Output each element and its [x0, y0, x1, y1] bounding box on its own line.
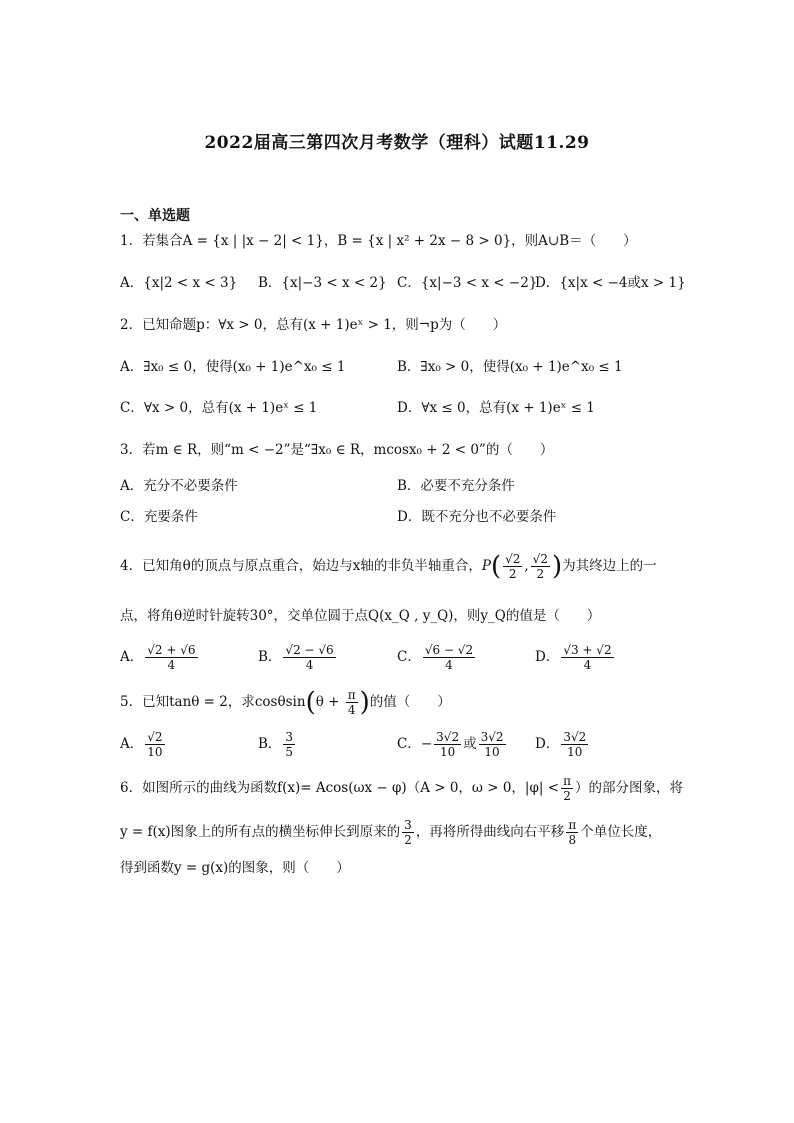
q1-option-a: A．{x|2 < x < 3}	[120, 275, 238, 291]
question-3-stem: 3．若m ∈ R，则“m < −2”是“∃x₀ ∈ R，mcosx₀ + 2 < 0”的（ ）	[120, 442, 554, 458]
q4-stem-part1: 4．已知角θ的顶点与原点重合，始边与x轴的非负半轴重合，	[120, 558, 482, 574]
q4-option-c: C． $\frac{√6 - √2}{4}$	[397, 643, 474, 672]
q3-option-c: C．充要条件	[120, 509, 198, 525]
q4-option-a: A． $\frac{√2 + √6}{4}$	[120, 643, 196, 672]
q4-option-b: B． $\frac{√2 - √6}{4}$	[258, 643, 334, 672]
q2-option-b: B．∃x₀ > 0，使得(x₀ + 1)e^x₀ ≤ 1	[397, 359, 623, 375]
q4-option-d: D． $\frac{√3 + √2}{4}$	[535, 643, 612, 672]
question-6-stem-line2: y = f(x)图象上的所有点的横坐标伸长到原来的 $\frac{3}{2}$ ，再将所得曲线向右平移 $\frac{\pi}{8}$ 个单位长度，	[120, 818, 662, 847]
q1-option-c: C．{x|−3 < x < −2}	[397, 275, 538, 291]
section-heading: 一、单选题	[120, 208, 190, 224]
q3-option-b: B．必要不充分条件	[397, 478, 515, 494]
question-1-stem: 1．若集合A = {x | |x − 2| < 1}，B = {x | x² + 2x − 8 > 0}，则A∪B＝（ ）	[120, 233, 637, 249]
question-4-stem-line1: 4．已知角θ的顶点与原点重合，始边与x轴的非负半轴重合，P( $\frac{√2}{2}$ , $\frac{√2}{2}$ )为其终边上的一	[120, 551, 657, 582]
page-title: 2022届高三第四次月考数学（理科）试题11.29	[204, 133, 590, 153]
question-6-stem-line3: 得到函数y = g(x)的图象，则（ ）	[120, 860, 350, 876]
question-6-stem-line1: 6．如图所示的曲线为函数f(x)= Acos(ωx − φ)（A > 0，ω > 0，|φ| < $\frac{\pi}{2}$ ）的部分图象，将	[120, 774, 683, 803]
q1-option-d: D．{x|x < −4或x > 1}	[535, 275, 686, 291]
q3-option-a: A．充分不必要条件	[120, 478, 238, 494]
question-4-stem-line2: 点，将角θ逆时针旋转30°，交单位圆于点Q(x_Q , y_Q)，则y_Q的值是（ ）	[120, 608, 601, 624]
q4-point-x: $\frac{√2}{2}$	[505, 552, 521, 581]
q5-option-b: B． $\frac{3}{5}$	[258, 730, 294, 759]
q2-option-c: C．∀x > 0，总有(x + 1)eˣ ≤ 1	[120, 400, 318, 416]
q5-option-c: C．− $\frac{3√2}{10}$ 或 $\frac{3√2}{10}$	[397, 730, 504, 759]
q5-option-d: D． $\frac{3√2}{10}$	[535, 730, 587, 759]
q3-option-d: D．既不充分也不必要条件	[397, 509, 557, 525]
q2-option-a: A．∃x₀ ≤ 0，使得(x₀ + 1)e^x₀ ≤ 1	[120, 359, 346, 375]
question-2-stem: 2．已知命题p：∀x > 0，总有(x + 1)eˣ > 1，则¬p为（ ）	[120, 317, 507, 333]
q4-point-label: P	[481, 558, 491, 574]
q4-stem-part2: 为其终边上的一	[562, 558, 657, 574]
q1-option-b: B．{x|−3 < x < 2}	[258, 275, 387, 291]
q2-option-d: D．∀x ≤ 0，总有(x + 1)eˣ ≤ 1	[397, 400, 595, 416]
q5-option-a: A． $\frac{√2}{10}$	[120, 730, 163, 759]
question-5-stem: 5．已知tanθ = 2，求cosθsin(θ + $\frac{\pi}{4}$ )的值（ ）	[120, 687, 451, 718]
q4-point-y: $\frac{√2}{2}$	[532, 552, 548, 581]
